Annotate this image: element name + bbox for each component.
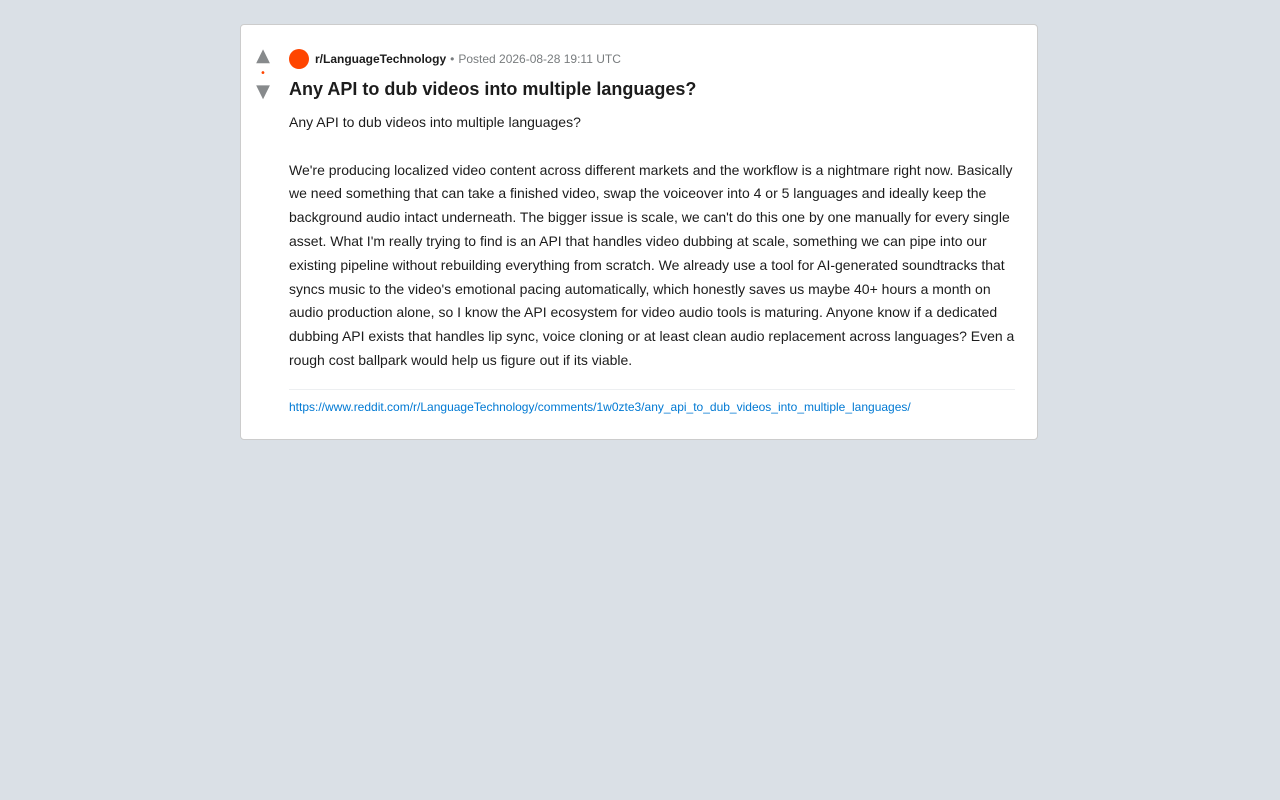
- upvote-arrow-icon[interactable]: ▲: [256, 45, 270, 66]
- post-card: [240, 24, 1038, 440]
- post-content: [289, 47, 1015, 415]
- posted-timestamp: Posted 2026-08-28 19:11 UTC: [458, 52, 621, 66]
- meta-separator: •: [450, 52, 455, 66]
- post-meta: [289, 47, 1015, 71]
- subreddit-icon[interactable]: [289, 49, 309, 69]
- vote-score: •: [260, 68, 266, 79]
- divider: [289, 389, 1015, 390]
- post-body-paragraph: Any API to dub videos into multiple languages?: [289, 114, 581, 130]
- post-permalink[interactable]: https://www.reddit.com/r/LanguageTechnology/comments/1w0zte3/any_api_to_dub_videos_into_multiple_languages/: [289, 399, 911, 414]
- post-title[interactable]: Any API to dub videos into multiple languages?: [289, 79, 697, 99]
- post-body: [289, 111, 1015, 373]
- vote-column: [241, 47, 285, 101]
- subreddit-name[interactable]: r/LanguageTechnology: [315, 52, 447, 66]
- downvote-arrow-icon[interactable]: ▼: [256, 81, 270, 102]
- post-body-paragraph: We're producing localized video content across different markets and the workflow is a nightmare right now. Basically we need something that can take a finished video, swap the voiceover into 4 or 5 languages and ideally keep the background audio intact underneath. The bigger issue is scale, we can't do this one by one manually for every single asset. What I'm really trying to find is an API that handles video dubbing at scale, something we can pipe into our existing pipeline without rebuilding everything from scratch. We already use a tool for AI-generated soundtracks that syncs music to the video's emotional pacing automatically, which honestly saves us maybe 40+ hours a month on audio production alone, so I know the API ecosystem for video audio tools is maturing. Anyone know if a dedicated dubbing API exists that handles lip sync, voice cloning or at least clean audio replacement across languages? Even a rough cost ballpark would help us figure out if its viable.: [289, 161, 1015, 368]
